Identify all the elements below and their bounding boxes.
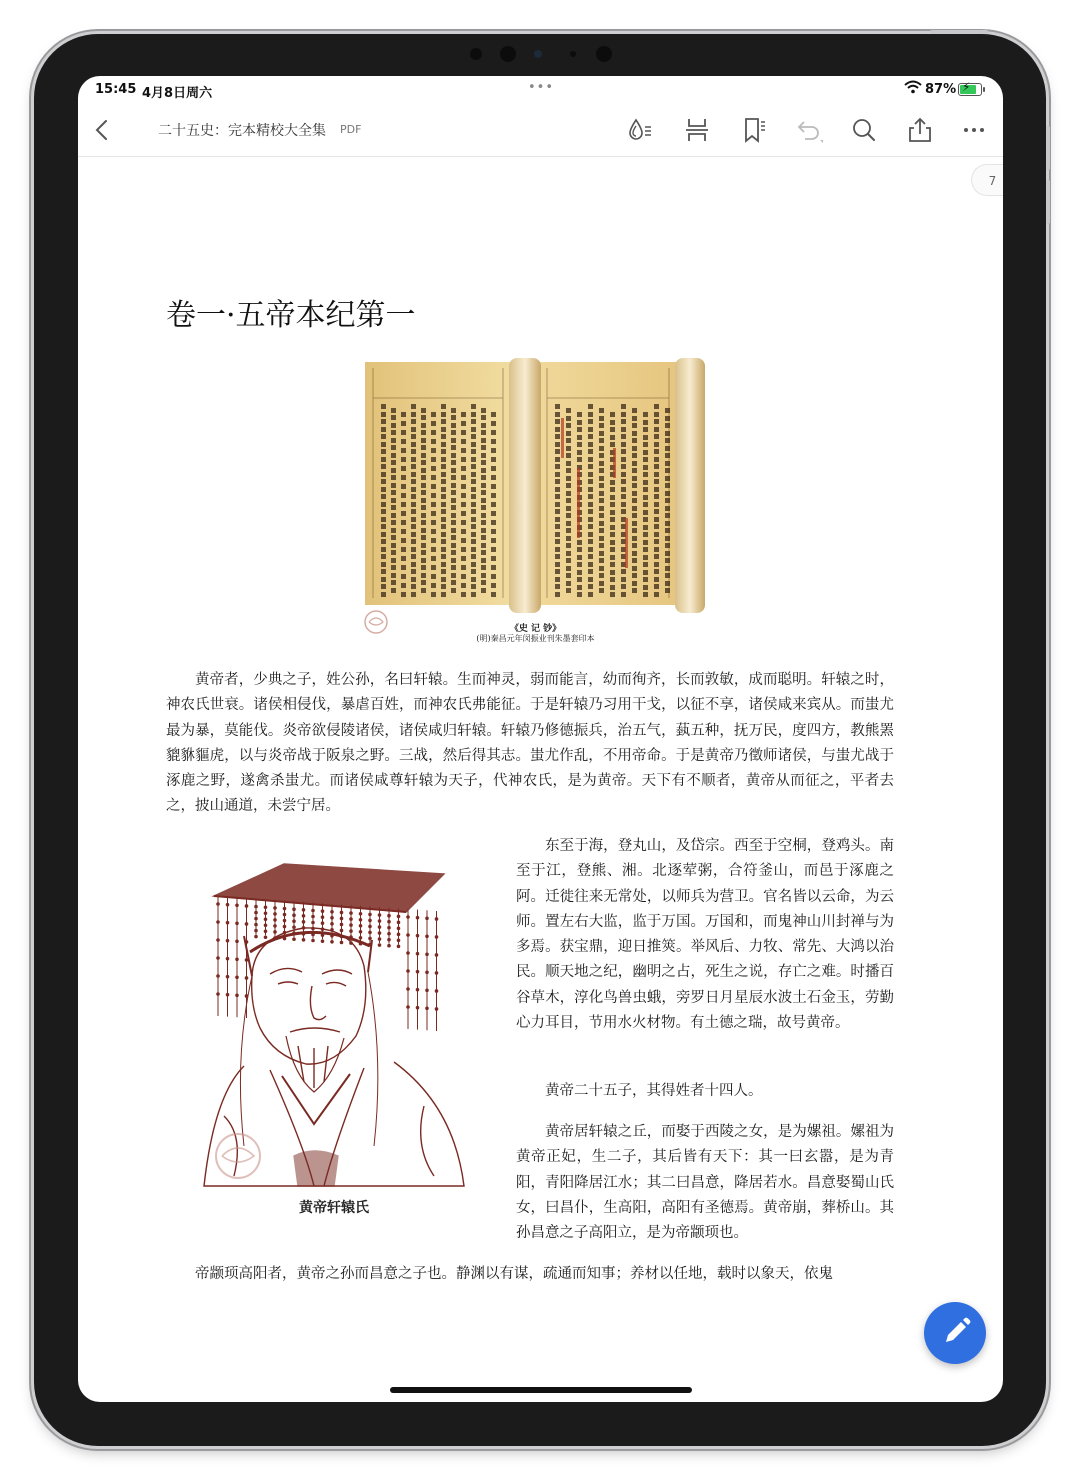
more-icon <box>958 114 990 146</box>
page-layout-button[interactable] <box>681 114 713 146</box>
volume-up-button <box>1046 126 1050 170</box>
chapter-title: 卷一·五帝本纪第一 <box>166 298 416 333</box>
paragraph-3: 黄帝二十五子，其得姓者十四人。 <box>545 1083 763 1099</box>
battery-percent: 87% <box>925 82 957 97</box>
back-icon <box>90 116 116 144</box>
bookmark-icon <box>738 114 770 146</box>
sensor-dot-right <box>596 46 612 62</box>
book-image-caption-edition: (明)秦昌元年闵振业刊朱墨套印本 <box>476 634 595 643</box>
document-title: 二十五史：完本精校大全集 <box>158 123 326 139</box>
share-button[interactable] <box>904 114 936 146</box>
sensor-dot-small <box>534 50 542 58</box>
book-image-caption-title: 《史 记 钞》 <box>509 624 562 634</box>
portrait-caption: 黄帝轩辕氏 <box>299 1200 369 1216</box>
bookmark-button[interactable] <box>738 114 770 146</box>
paragraph-5: 帝颛顼高阳者，黄帝之孙而昌意之子也。静渊以有谋，疏通而知事；养材以任地，载时以象天，依鬼 <box>195 1266 833 1282</box>
paragraph-4: 黄帝居轩辕之丘，而娶于西陵之女，是为嫘祖。嫘祖为黄帝正妃，生二子，其后皆有天下：其一曰玄嚣，是为青阳，青阳降居江水；其二曰昌意，降居若水。昌意娶蜀山氏女，曰昌仆，生高阳，高阳有圣德焉。黄帝崩，葬桥山。其孙昌意之子高阳立，是为帝颛顼也。 <box>516 1124 894 1242</box>
reading-mode-icon <box>624 114 656 146</box>
more-button[interactable] <box>958 114 990 146</box>
ancient-book-image <box>363 358 708 643</box>
share-icon <box>904 114 936 146</box>
status-bar <box>78 76 1003 104</box>
status-date: 4月8日周六 <box>142 86 213 101</box>
huangdi-portrait-image <box>174 856 494 1226</box>
screen <box>78 76 1003 1402</box>
paragraph-1: 黄帝者，少典之子，姓公孙，名曰轩辕。生而神灵，弱而能言，幼而徇齐，长而敦敏，成而聪明。轩辕之时，神农氏世衰。诸侯相侵伐，暴虐百姓，而神农氏弗能征。于是轩辕乃习用干戈，以征不享，诸侯咸来宾从。而蚩尤最为暴，莫能伐。炎帝欲侵陵诸侯，诸侯咸归轩辕。轩辕乃修德振兵，治五气，蓺五种，抚万民，度四方，教熊罴貔貅貙虎，以与炎帝战于阪泉之野。三战，然后得其志。蚩尤作乱，不用帝命。于是黄帝乃徵师诸侯，与蚩尤战于涿鹿之野，遂禽杀蚩尤。而诸侯咸尊轩辕为天子，代神农氏，是为黄帝。天下有不顺者，黄帝从而征之，平者去之，披山通道，未尝宁居。 <box>166 672 894 815</box>
annotate-fab-button[interactable] <box>924 1302 986 1364</box>
status-time: 15:45 <box>95 82 137 97</box>
paragraph-2: 东至于海，登丸山，及岱宗。西至于空桐，登鸡头。南至于江，登熊、湘。北逐荤粥，合符釜山，而邑于涿鹿之阿。迁徙往来无常处，以师兵为营卫。官名皆以云命，为云师。置左右大监，监于万国。万国和，而鬼神山川封禅与为多焉。获宝鼎，迎日推筴。举风后、力牧、常先、大鸿以治民。顺天地之纪，幽明之占，死生之说，存亡之难。时播百谷草木，淳化鸟兽虫蛾，旁罗日月星辰水波土石金玉，劳勤心力耳目，节用水火材物。有土德之瑞，故号黄帝。 <box>516 838 894 1032</box>
undo-icon <box>793 114 825 146</box>
battery-cap <box>983 87 985 92</box>
document-type: PDF <box>340 123 362 136</box>
undo-button[interactable] <box>793 114 825 146</box>
page-layout-icon <box>681 114 713 146</box>
wifi-icon <box>904 80 922 98</box>
camera-lens <box>500 46 516 62</box>
home-indicator[interactable] <box>390 1387 692 1393</box>
charging-bolt-icon: ⚡ <box>962 80 971 94</box>
top-button <box>930 30 988 34</box>
back-button[interactable] <box>90 116 116 144</box>
reader-toolbar <box>78 104 1003 157</box>
search-button[interactable] <box>848 114 880 146</box>
sensor-dot-tiny <box>570 51 576 57</box>
sensor-dot <box>470 48 482 60</box>
multitasking-dots[interactable]: ••• <box>528 80 555 95</box>
search-icon <box>848 114 880 146</box>
pencil-icon <box>924 1302 986 1364</box>
volume-down-button <box>1046 180 1050 224</box>
page-number-badge[interactable]: 7 <box>971 164 1003 196</box>
reading-mode-button[interactable] <box>624 114 656 146</box>
